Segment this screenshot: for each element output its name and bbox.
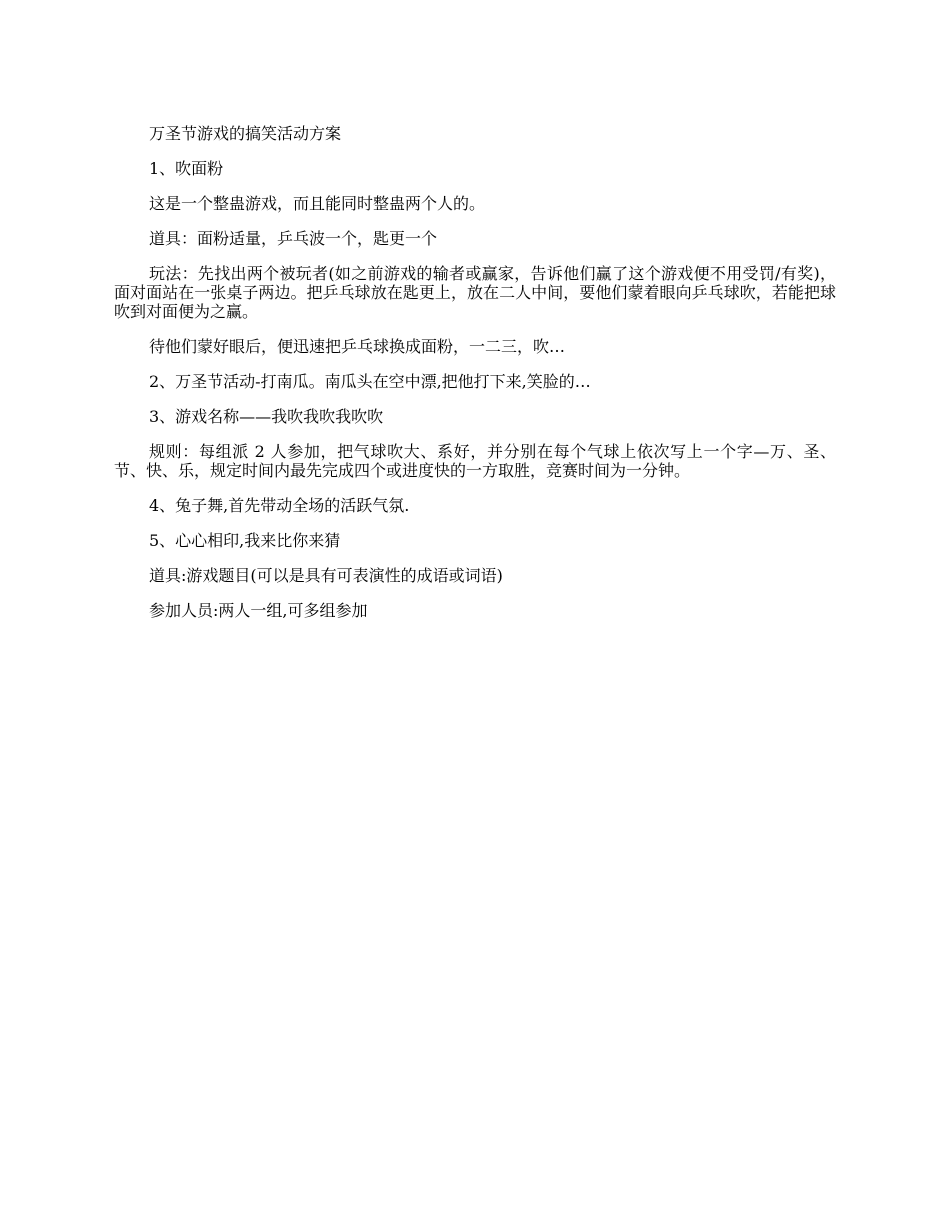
section-heading-2: 2、万圣节活动-打南瓜。南瓜头在空中漂,把他打下来,笑脸的… [149, 372, 591, 391]
section-heading-3: 3、游戏名称——我吹我吹我吹吹 [149, 407, 384, 426]
section-heading-1: 1、吹面粉 [149, 159, 224, 178]
paragraph-twist: 待他们蒙好眼后，便迅速把乒乓球换成面粉，一二三，吹… [149, 337, 566, 356]
section-heading-5: 5、心心相印,我来比你来猜 [149, 531, 341, 550]
paragraph-rules-3: 规则：每组派 2 人参加，把气球吹大、系好，并分别在每个气球上依次写上一个字—万、圣、节、快、乐，规定时间内最先完成四个或进度快的一方取胜，竞赛时间为一分钟。 [114, 442, 836, 480]
document-body [114, 124, 836, 636]
paragraph-props-1: 道具：面粉适量，乒乓波一个，匙更一个 [149, 229, 438, 248]
section-heading-4: 4、兔子舞,首先带动全场的活跃气氛. [149, 496, 410, 515]
paragraph-intro: 这是一个整蛊游戏，而且能同时整蛊两个人的。 [149, 194, 486, 213]
paragraph-rules-1: 玩法：先找出两个被玩者(如之前游戏的输者或赢家，告诉他们赢了这个游戏便不用受罚/有奖)，面对面站在一张桌子两边。把乒乓球放在匙更上，放在二人中间，要他们蒙着眼向乒乓球吹，若能把球吹到对面便为之赢。 [114, 264, 836, 321]
paragraph-participants-5: 参加人员:两人一组,可多组参加 [149, 601, 368, 620]
paragraph-props-5: 道具:游戏题目(可以是具有可表演性的成语或词语) [149, 566, 503, 585]
document-title: 万圣节游戏的搞笑活动方案 [149, 124, 342, 143]
